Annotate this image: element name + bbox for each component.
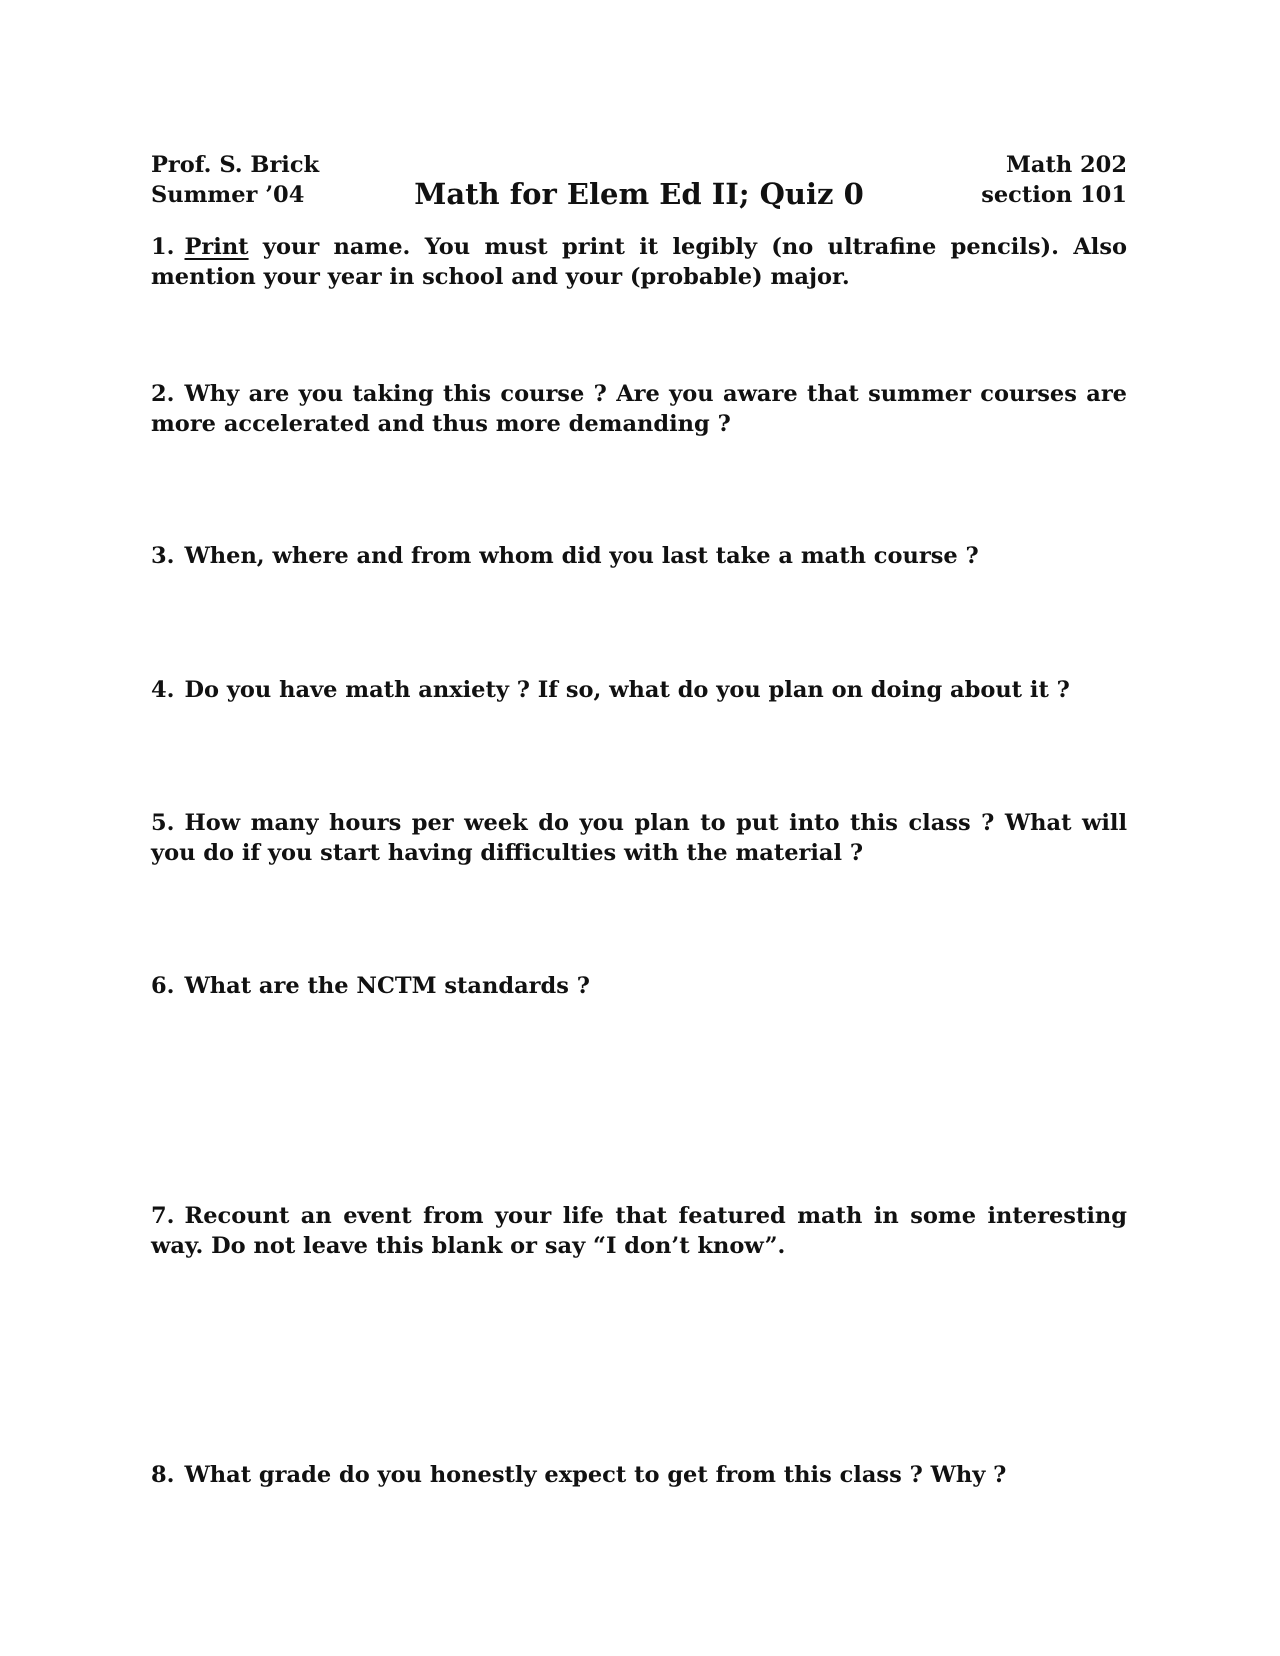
header-right xyxy=(981,150,1127,210)
quiz-page xyxy=(151,0,1127,1656)
question-number: 8. xyxy=(151,1462,175,1488)
question-4 xyxy=(151,675,1127,705)
question-number: 7. xyxy=(151,1203,175,1229)
instructor-name: Prof. S. Brick xyxy=(151,152,320,178)
question-number: 1. xyxy=(151,234,175,260)
question-1 xyxy=(151,232,1127,292)
question-2 xyxy=(151,379,1127,439)
question-text: Recount an event from your life that featured math in some interesting way. Do not leave this blank or say “I don’t know”. xyxy=(151,1203,1127,1259)
term: Summer ’04 xyxy=(151,182,305,208)
quiz-title: Math for Elem Ed II; Quiz 0 xyxy=(414,177,864,211)
question-number: 2. xyxy=(151,381,175,407)
course-number: Math 202 xyxy=(1005,152,1127,178)
question-6 xyxy=(151,971,1127,1001)
question-text: How many hours per week do you plan to put into this class ? What will you do if you start having difficulties with the material ? xyxy=(151,810,1127,866)
underlined-word: Print xyxy=(184,234,249,260)
question-number: 4. xyxy=(151,677,175,703)
quiz-header xyxy=(151,150,1127,220)
question-text: Do you have math anxiety ? If so, what do you plan on doing about it ? xyxy=(184,677,1070,703)
question-number: 5. xyxy=(151,810,175,836)
question-text: Why are you taking this course ? Are you aware that summer courses are more accelerated and thus more demanding ? xyxy=(151,381,1127,437)
question-text: When, where and from whom did you last take a math course ? xyxy=(184,543,979,569)
question-text: your name. You must print it legibly (no ultrafine pencils). Also mention your year in school and your (probable) major. xyxy=(151,234,1127,290)
question-number: 6. xyxy=(151,973,175,999)
question-3 xyxy=(151,541,1127,571)
question-text: What grade do you honestly expect to get from this class ? Why ? xyxy=(184,1462,1007,1488)
question-text: What are the NCTM standards ? xyxy=(184,973,590,999)
course-section: section 101 xyxy=(981,182,1127,208)
question-7 xyxy=(151,1201,1127,1261)
question-5 xyxy=(151,808,1127,868)
question-8 xyxy=(151,1460,1127,1490)
question-number: 3. xyxy=(151,543,175,569)
